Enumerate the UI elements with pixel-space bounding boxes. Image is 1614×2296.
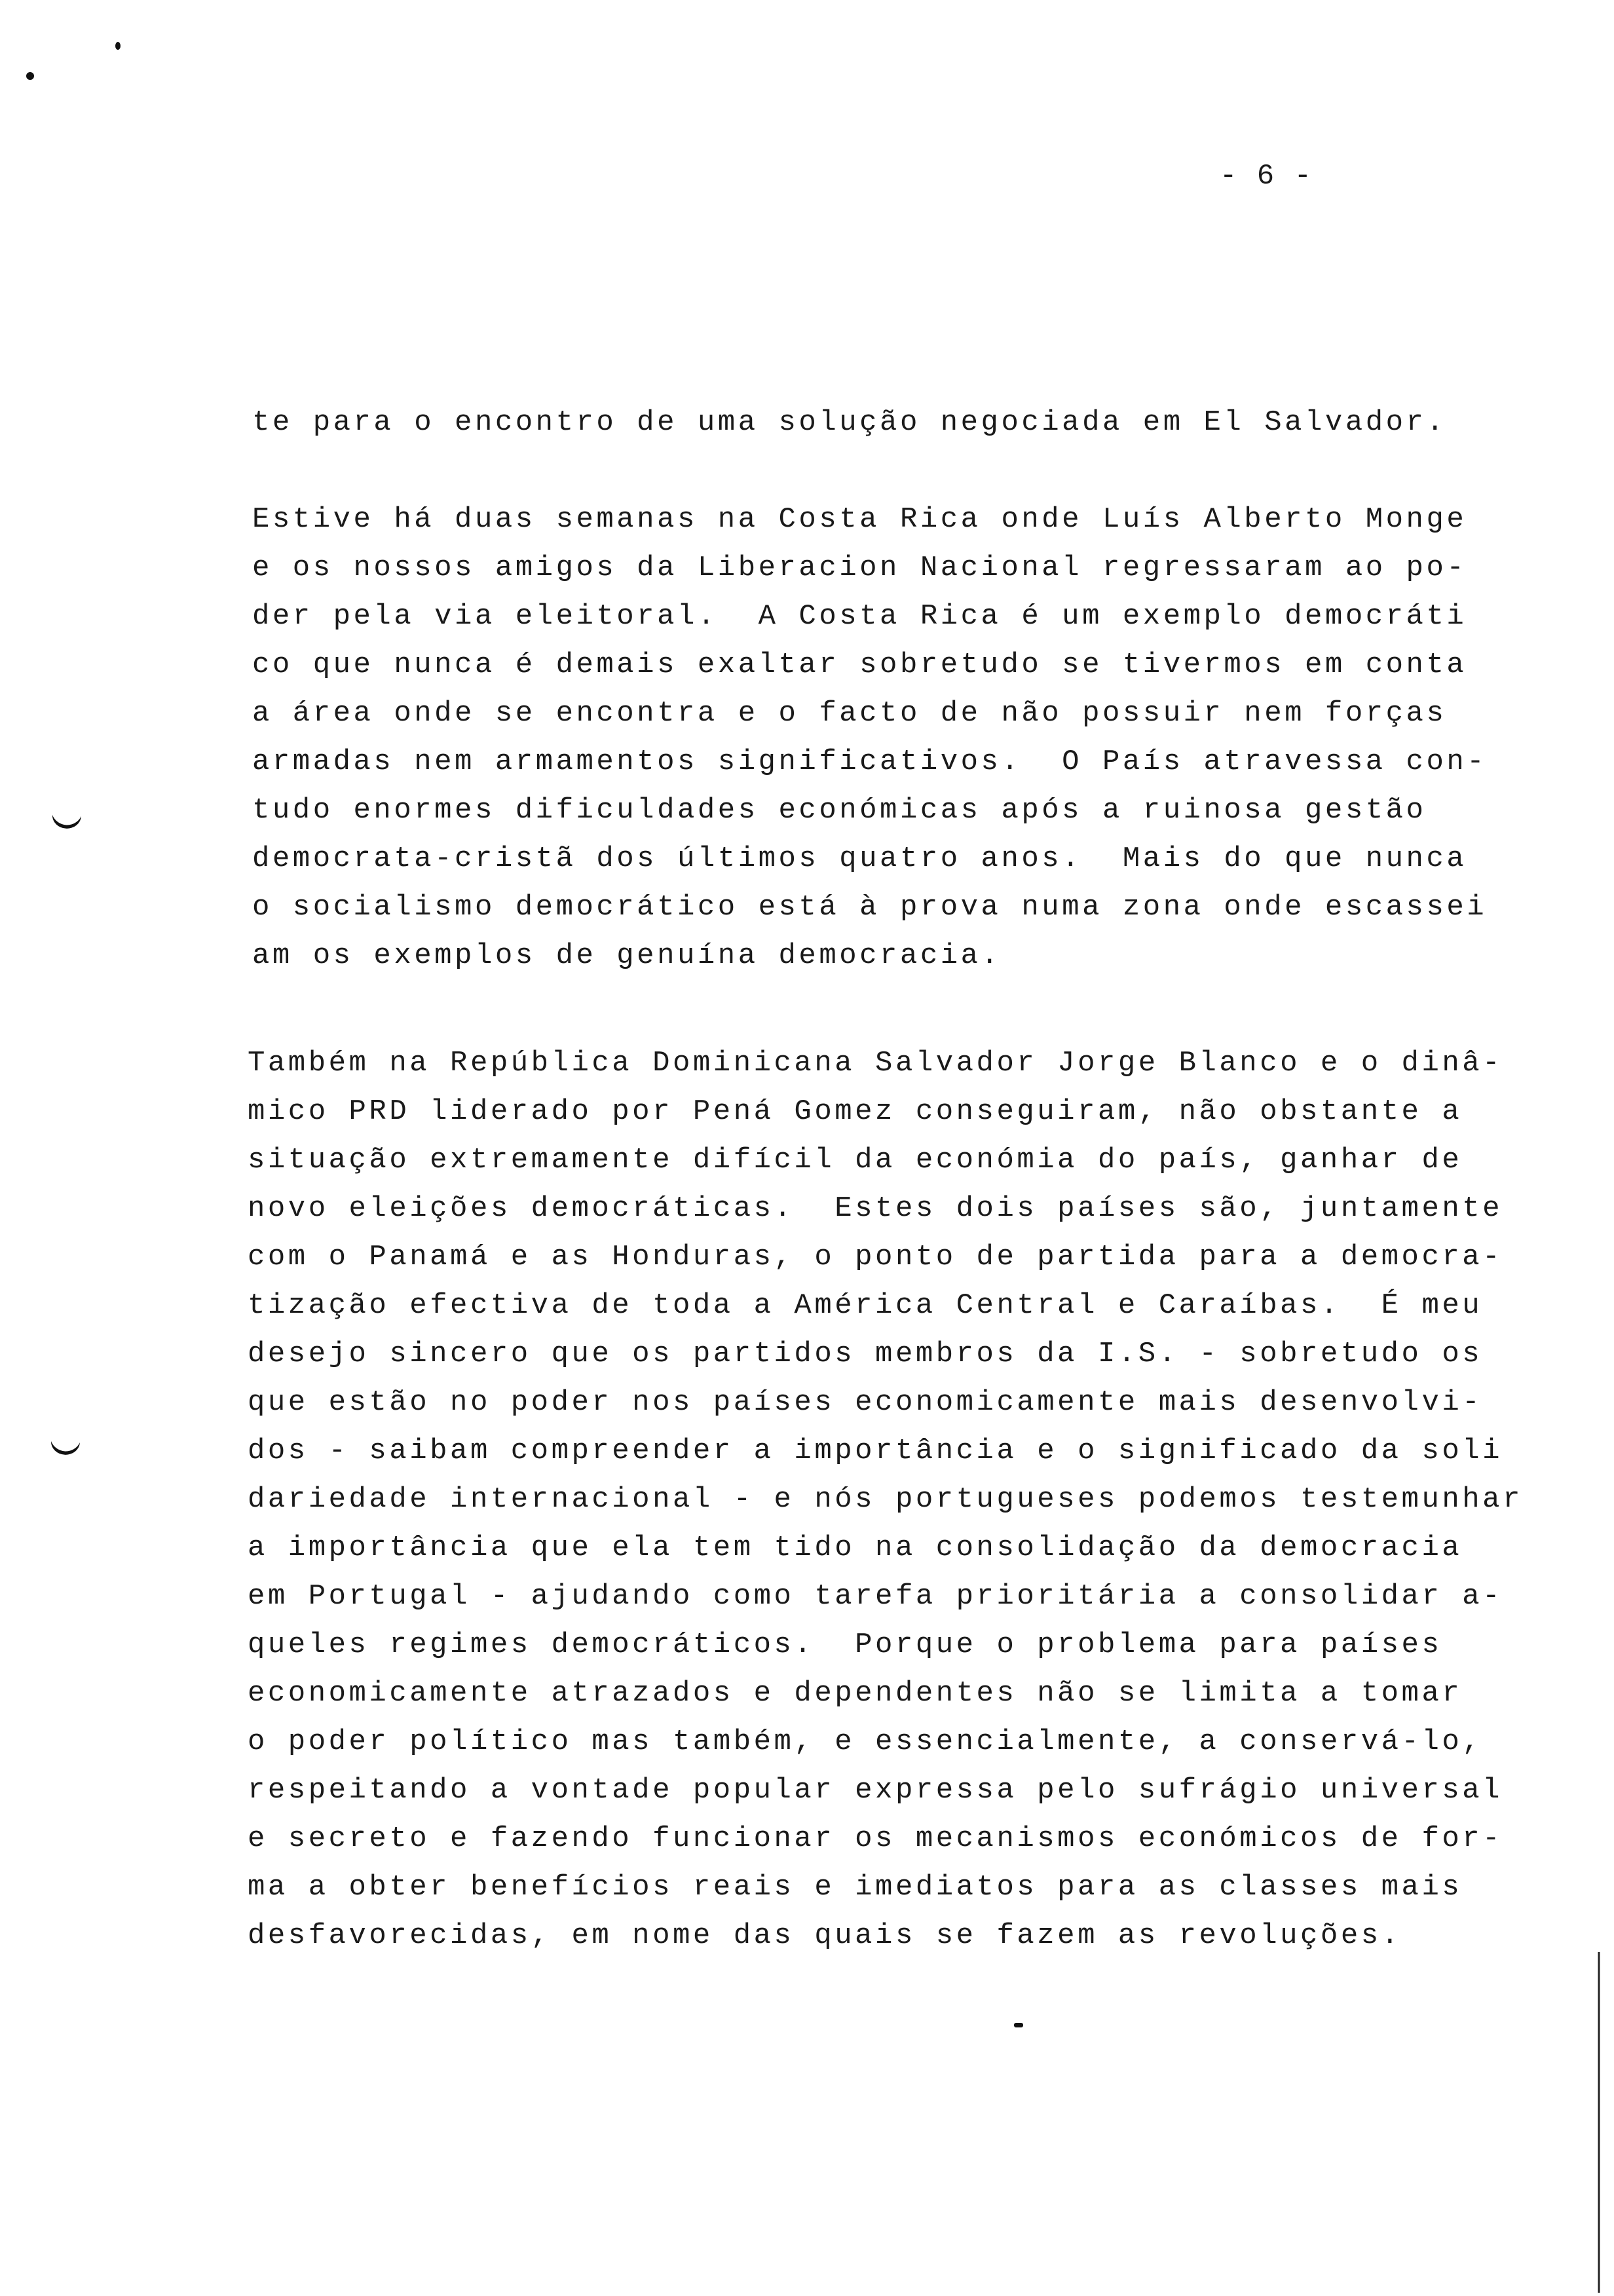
scan-speck-top [115,42,121,50]
text-line: desejo sincero que os partidos membros da I.S. - sobretudo os [248,1338,1483,1370]
paragraph-3 [248,1039,1523,1960]
text-line: economicamente atrazados e dependentes não se limita a tomar [248,1677,1463,1710]
paragraph-1 [252,398,1497,447]
text-line: mico PRD liderado por Pená Gomez conseguiram, não obstante a [248,1095,1463,1128]
text-line: ma a obter benefícios reais e imediatos para as classes mais [248,1871,1463,1904]
text-line: e os nossos amigos da Liberacion Nacional regressaram ao po- [252,552,1467,584]
text-line: respeitando a vontade popular expressa pelo sufrágio universal [248,1774,1503,1807]
text-line: dariedade internacional - e nós portugueses podemos testemunhar [248,1483,1523,1516]
text-line: desfavorecidas, em nome das quais se fazem as revoluções. [248,1919,1402,1952]
text-line: tudo enormes dificuldades económicas após a ruinosa gestão [252,794,1427,827]
text-line: Estive há duas semanas na Costa Rica onde Luís Alberto Monge [252,503,1467,536]
text-line: com o Panamá e as Honduras, o ponto de partida para a democra- [248,1241,1503,1273]
text-line: a área onde se encontra e o facto de não possuir nem forças [252,697,1447,730]
binder-hole-mark-lower [46,1435,85,1474]
text-line: queles regimes democráticos. Porque o problema para países [248,1628,1442,1661]
text-line: em Portugal - ajudando como tarefa prioritária a consolidar a- [248,1580,1503,1613]
page-edge-line [1597,1952,1601,2293]
scan-speck-top-left [26,72,34,80]
text-line: o poder político mas também, e essencialmente, a conservá-lo, [248,1725,1483,1758]
text-line: tização efectiva de toda a América Central e Caraíbas. É meu [248,1289,1483,1322]
page-number: - 6 - [1220,160,1313,193]
text-line: Também na República Dominicana Salvador Jorge Blanco e o dinâ- [248,1047,1503,1080]
text-line: te para o encontro de uma solução negociada em El Salvador. [252,406,1447,439]
text-line: novo eleições democráticas. Estes dois países são, juntamente [248,1192,1503,1225]
text-line: que estão no poder nos países economicamente mais desenvolvi- [248,1386,1483,1419]
text-line: am os exemplos de genuína democracia. [252,939,1002,972]
scan-speck-bottom [1014,2023,1023,2027]
text-line: democrata-cristã dos últimos quatro anos. Mais do que nunca [252,842,1467,875]
paragraph-2 [252,495,1497,980]
text-line: o socialismo democrático está à prova numa zona onde escassei [252,891,1488,924]
text-line: co que nunca é demais exaltar sobretudo se tivermos em conta [252,649,1467,681]
binder-hole-mark-upper [47,808,86,848]
text-line: situação extremamente difícil da económia do país, ganhar de [248,1144,1463,1176]
text-line: dos - saibam compreender a importância e o significado da soli [248,1435,1503,1467]
text-line: der pela via eleitoral. A Costa Rica é um exemplo democráti [252,600,1467,633]
text-line: e secreto e fazendo funcionar os mecanismos económicos de for- [248,1822,1503,1855]
text-line: armadas nem armamentos significativos. O País atravessa con- [252,745,1488,778]
text-line: a importância que ela tem tido na consolidação da democracia [248,1532,1463,1564]
